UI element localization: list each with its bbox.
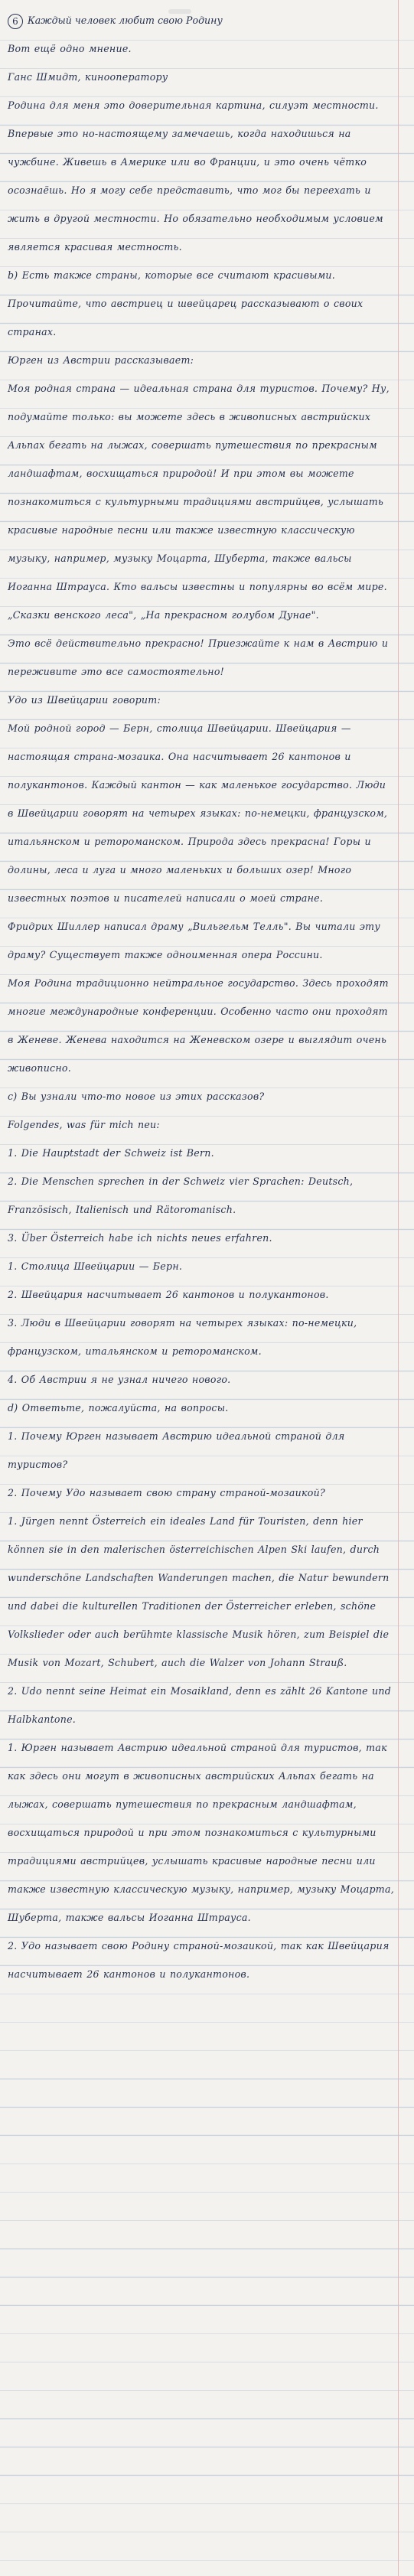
section-b-switzerland: Удо из Швейцарии говорит: Мой родной город — Берн, столица Швейцарии. Швейцария — настоящая страна-мозаика. Она насчитывает 26 кантонов и полукантонов. Каждый кантон — как маленькое государство. Люди в Швейцарии говорят на четырех языках: по-немецки, французском, итальянском и ретороманском. Природа здесь прекрасна! Горы и долины, леса и луга и много маленьких и больших озер! Много известных поэтов и писателей написали о моей стране. Фридрих Шиллер написал драму „Вильгельм Телль". Вы читали эту драму? Существует также одноименная опера Россини. Моя Родина традиционно нейтральное государство. Здесь проходят многие международные конференции. Особенно часто они проходят в Женеве. Женева находится на Женевском озере и выглядит очень живописно.	[8, 694, 389, 1074]
exercise-number: 6	[8, 14, 23, 29]
margin-line	[398, 0, 399, 2576]
exercise-title: Каждый человек любит свою Родину	[28, 15, 223, 26]
ink-smudge	[168, 9, 191, 14]
exercise-heading	[8, 6, 406, 34]
section-b-austria: b) Есть также страны, которые все считают красивыми. Прочитайте, что австриец и швейцарец рассказывают о своих странах. Юрген из Австрии рассказывает: Моя родная страна — идеальная страна для туристов. Почему? Ну, подумайте только: вы можете здесь в живописных австрийских Альпах бегать на лыжах, совершать путешествия по прекрасным ландшафтам, восхищаться природой! И при этом вы можете познакомиться с культурными традициями австрийцев, услышать красивые народные песни или также известную классическую музыку, например, музыку Моцарта, Шуберта, также вальсы Иоганна Штрауса. Кто вальсы известны и популярны во всём мире. „Сказки венского леса", „На прекрасном голубом Дунае". Это всё действительно прекрасно! Приезжайте к нам в Австрию и переживите это все самостоятельно!	[8, 269, 390, 677]
section-d-answers: d) Ответьте, пожалуйста, на вопросы. 1. Почему Юрген называет Австрию идеальной страной для туристов? 2. Почему Удо называет свою страну страной-мозаикой? 1. Jürgen nennt Österreich ein ideales Land für Touristen, denn hier können sie in den malerischen österreichischen Alpen Ski laufen, durch wunderschöne Landschaften Wanderungen machen, die Natur bewundern und dabei die kulturellen Traditionen der Österreicher erleben, schöne Volkslieder oder auch berühmte klassische Musik hören, zum Beispiel die Musik von Mozart, Schubert, auch die Walzer von Johann Strauß. 2. Udo nennt seine Heimat ein Mosaikland, denn es zählt 26 Kantone und Halbkantone. 1. Юрген называет Австрию идеальной страной для туристов, так как здесь они могут в живописных австрийских Альпах бегать на лыжах, совершать путешествия по прекрасным ландшафтам, восхищаться природой и при этом познакомиться с культурными традициями австрийцев, услышать красивые народные песни или также известную классическую музыку, например, музыку Моцарта, Шуберта, также вальсы Иоганна Штрауса. 2. Удо называет свою Родину страной-мозаикой, так как Швейцария насчитывает 26 кантонов и полукантонов.	[8, 1402, 394, 1980]
section-opinion: Вот ещё одно мнение. Ганс Шмидт, кинооператору Родина для меня это доверительная картина, силуэт местности. Впервые это но-настоящему замечаешь, когда находишься на чужбине. Живешь в Америке или во Франции, и это очень чётко осознаёшь. Но я могу себе представить, что мог бы переехать и жить в другой местности. Но обязательно необходимым условием является красивая местность.	[8, 43, 383, 253]
section-c-answers: c) Вы узнали что-то новое из этих рассказов? Folgendes, was für mich neu: 1. Die Hauptstadt der Schweiz ist Bern. 2. Die Menschen sprechen in der Schweiz vier Sprachen: Deutsch, Französisch, Italienisch und Rätoromanisch. 3. Über Österreich habe ich nichts neues erfahren. 1. Столица Швейцарии — Берн. 2. Швейцария насчитывает 26 кантонов и полукантонов. 3. Люди в Швейцарии говорят на четырех языках: по-немецки, французском, итальянском и ретороманском. 4. Об Австрии я не узнал ничего нового.	[8, 1091, 357, 1385]
